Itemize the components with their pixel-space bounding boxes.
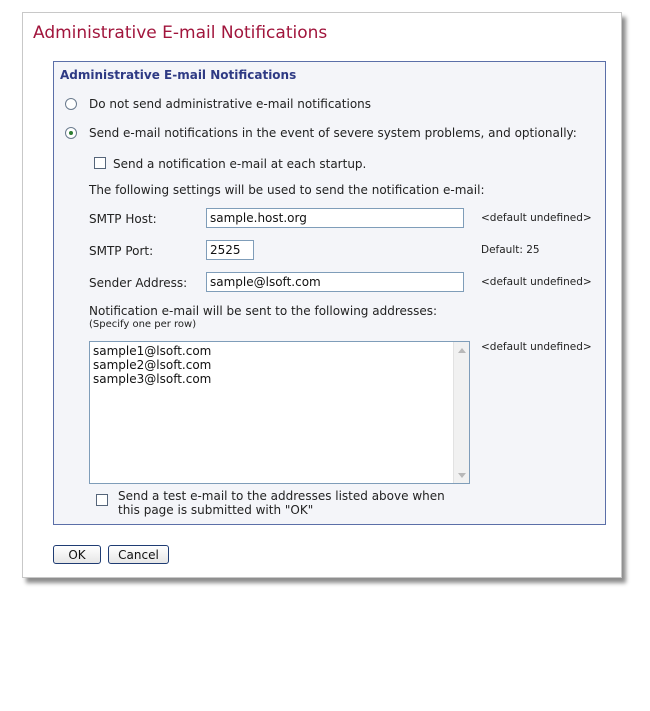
radio-do-not-send-label[interactable]: Do not send administrative e-mail notifications	[89, 97, 372, 111]
startup-notification-label[interactable]: Send a notification e-mail at each startup.	[113, 157, 367, 171]
panel-title: Administrative E-mail Notifications	[60, 68, 297, 82]
recipient-address: sample1@lsoft.com	[93, 344, 212, 358]
recipients-label: Notification e-mail will be sent to the following addresses:	[89, 304, 438, 318]
recipients-scrollbar[interactable]	[453, 342, 469, 483]
settings-intro-text: The following settings will be used to send the notification e-mail:	[89, 183, 485, 197]
smtp-host-input[interactable]: sample.host.org	[206, 208, 464, 228]
recipients-sublabel: (Specify one per row)	[89, 319, 197, 330]
scroll-down-arrow-icon[interactable]	[455, 468, 469, 482]
sender-address-input[interactable]: sample@lsoft.com	[206, 272, 464, 292]
ok-button[interactable]: OK	[53, 545, 101, 564]
radio-send-notifications[interactable]	[65, 127, 77, 139]
test-email-checkbox[interactable]	[96, 494, 108, 506]
recipients-hint: <default undefined>	[481, 341, 592, 353]
smtp-host-hint: <default undefined>	[481, 212, 592, 224]
recipient-address: sample2@lsoft.com	[93, 358, 212, 372]
startup-notification-checkbox[interactable]	[94, 157, 106, 169]
notification-settings-panel	[53, 61, 606, 525]
cancel-button[interactable]: Cancel	[108, 545, 169, 564]
smtp-host-label: SMTP Host:	[89, 212, 157, 226]
radio-send-notifications-label[interactable]: Send e-mail notifications in the event of severe system problems, and optionally:	[89, 126, 577, 140]
recipients-textarea[interactable]	[89, 341, 470, 484]
smtp-port-hint: Default: 25	[481, 244, 540, 256]
scroll-up-arrow-icon[interactable]	[455, 343, 469, 357]
radio-do-not-send[interactable]	[65, 98, 77, 110]
settings-card	[22, 12, 622, 578]
test-email-label-line2[interactable]: this page is submitted with "OK"	[118, 503, 314, 517]
smtp-port-input[interactable]: 2525	[206, 240, 254, 260]
page-title: Administrative E-mail Notifications	[33, 23, 328, 43]
recipient-address: sample3@lsoft.com	[93, 372, 212, 386]
test-email-label-line1[interactable]: Send a test e-mail to the addresses listed above when	[118, 489, 445, 503]
sender-address-label: Sender Address:	[89, 276, 188, 290]
sender-address-hint: <default undefined>	[481, 276, 592, 288]
smtp-port-label: SMTP Port:	[89, 244, 154, 258]
